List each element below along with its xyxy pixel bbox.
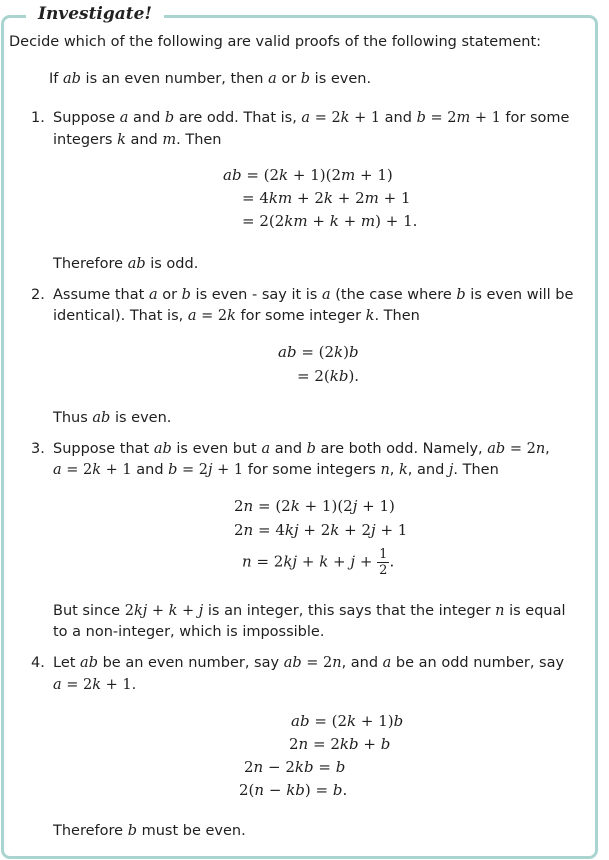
- item-4-line2: a = 2k + 1.: [53, 677, 137, 693]
- item-3-line2: a = 2k + 1 and b = 2j + 1 for some integers n, k, and j. Then: [53, 462, 499, 478]
- item-3-number: 3.: [31, 441, 45, 457]
- item-4-eq-4: 2(n − kb) = b.: [239, 781, 348, 799]
- item-3-eq-2: 2n = 4kj + 2k + 2j + 1: [234, 521, 408, 539]
- item-1-number: 1.: [31, 110, 45, 126]
- item-4-eq-1: ab = (2k + 1)b: [291, 712, 404, 730]
- item-4-number: 4.: [31, 655, 45, 671]
- item-2-line2: identical). That is, a = 2k for some integer k. Then: [53, 308, 420, 324]
- statement: If ab is an even number, then a or b is even.: [49, 71, 372, 87]
- one-half-fraction: $\frac{1}{2}$: [379, 547, 388, 578]
- item-4-line1: Let ab be an even number, say ab = 2n, and a be an odd number, say: [53, 655, 565, 671]
- item-2-conclusion: Thus ab is even.: [53, 410, 172, 426]
- item-4-conclusion: Therefore b must be even.: [53, 823, 246, 839]
- item-1-line1: Suppose a and b are odd. That is, a = 2k + 1 and b = 2m + 1 for some: [53, 110, 570, 126]
- item-2-line1: Assume that a or b is even - say it is a (the case where b is even will be: [53, 287, 574, 303]
- item-1-eq-2: = 4km + 2k + 2m + 1: [242, 189, 411, 207]
- item-3-eq-1: 2n = (2k + 1)(2j + 1): [234, 497, 395, 515]
- item-1-eq-1: ab = (2k + 1)(2m + 1): [223, 166, 393, 184]
- item-2-eq-2: = 2(kb).: [297, 367, 360, 385]
- item-3-eq-3: n = 2kj + k + j + $\frac{1}{2}$ .: [242, 547, 395, 578]
- item-4-eq-2: 2n = 2kb + b: [289, 735, 391, 753]
- item-1-eq-3: = 2(2km + k + m) + 1.: [242, 212, 418, 230]
- box-title: Investigate!: [26, 4, 164, 24]
- item-4-eq-3: 2n − 2kb = b: [244, 758, 346, 776]
- item-1-conclusion: Therefore ab is odd.: [53, 256, 199, 272]
- item-3-line1: Suppose that ab is even but a and b are both odd. Namely, ab = 2n,: [53, 441, 550, 457]
- item-3-conclusion-2: to a non-integer, which is impossible.: [53, 624, 325, 640]
- item-2-eq-1: ab = (2k)b: [278, 343, 359, 361]
- item-1-line2: integers k and m. Then: [53, 132, 222, 148]
- item-3-conclusion-1: But since 2kj + k + j is an integer, this says that the integer n is equal: [53, 603, 566, 619]
- intro-text: Decide which of the following are valid proofs of the following statement:: [9, 34, 542, 50]
- item-2-number: 2.: [31, 287, 45, 303]
